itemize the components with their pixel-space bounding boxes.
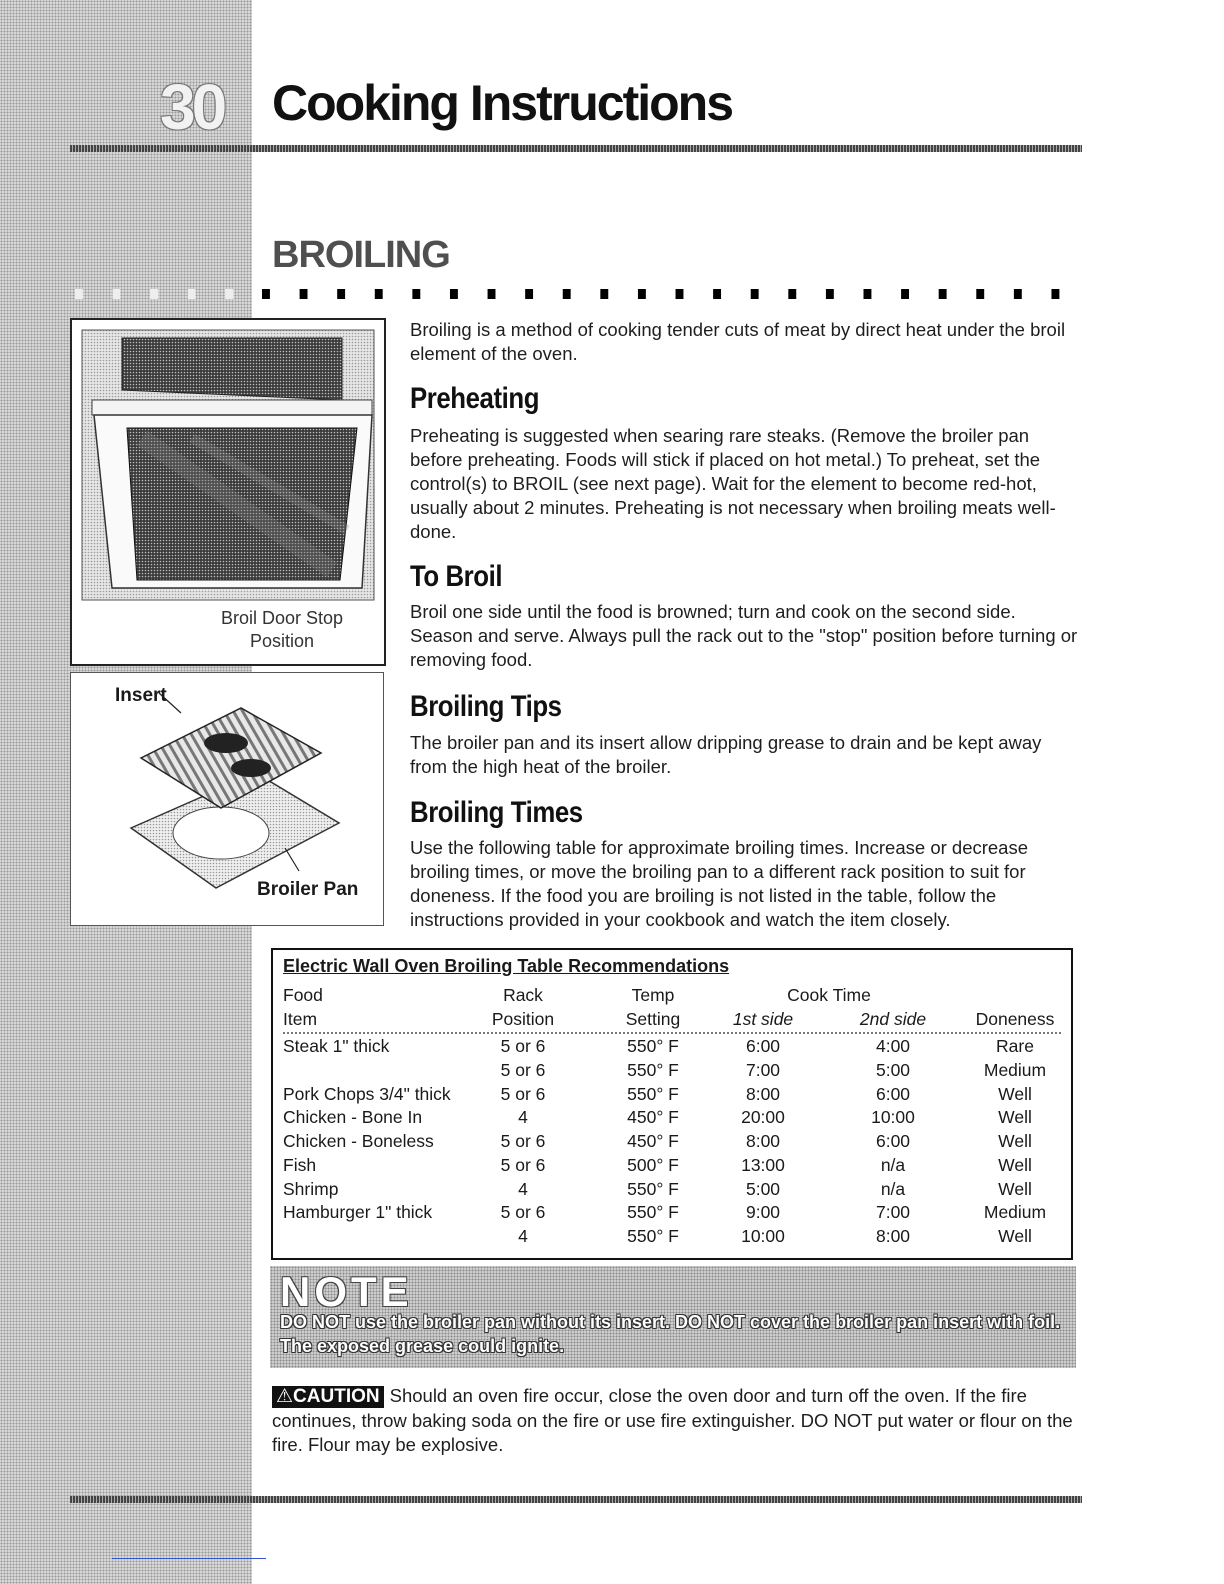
header-rack — [481, 984, 565, 1031]
cell-rack: 4 — [518, 1107, 528, 1128]
broiling-times-heading: Broiling Times — [410, 796, 583, 829]
cell-second-side: n/a — [880, 1178, 906, 1199]
header-rack-line2: Position — [491, 1008, 555, 1029]
table-row — [273, 1226, 1071, 1250]
cell-temp: 550° F — [627, 1202, 679, 1223]
oven-caption-line2: Position — [249, 631, 315, 651]
cell-temp: 550° F — [627, 1059, 679, 1080]
cell-food: Pork Chops 3/4" thick — [283, 1083, 451, 1104]
cell-doneness: Well — [998, 1107, 1032, 1128]
cell-rack: 5 or 6 — [500, 1083, 546, 1104]
cell-first-side: 8:00 — [745, 1131, 781, 1151]
broiler-pan-label: Broiler Pan — [257, 879, 359, 900]
cell-second-side: 6:00 — [875, 1131, 911, 1151]
table-row — [273, 1131, 1071, 1155]
broiling-tips-text: The broiler pan and its insert allow dripping grease to drain and be kept away from the high heat of the broiler. — [410, 732, 1042, 777]
cell-temp: 550° F — [627, 1178, 679, 1199]
cell-rack: 5 or 6 — [500, 1154, 546, 1175]
cell-first-side: 20:00 — [741, 1107, 785, 1128]
page-title: Cooking Instructions — [272, 75, 732, 131]
table-row — [273, 1202, 1071, 1226]
cell-rack: 5 or 6 — [500, 1059, 546, 1080]
cell-rack: 5 or 6 — [500, 1131, 546, 1151]
table-row — [273, 1155, 1071, 1179]
broiling-times-text: Use the following table for approximate broiling times. Increase or decrease broiling times, or move the broiling pan to a different rack position to suit for doneness. If the food you are broiling is not listed in the table, follow the instructions provided in your cookbook and watch the item closely. — [410, 837, 1029, 930]
cell-food: Shrimp — [283, 1178, 339, 1199]
cell-rack: 5 or 6 — [500, 1036, 546, 1056]
cell-rack: 5 or 6 — [500, 1202, 546, 1223]
table-caption: Electric Wall Oven Broiling Table Recommendations — [283, 956, 730, 976]
cell-doneness: Medium — [983, 1059, 1047, 1080]
oven-illustration — [72, 320, 384, 610]
cell-second-side: 10:00 — [871, 1107, 915, 1128]
caution-paragraph — [272, 1384, 1082, 1458]
cell-food: Chicken - Bone In — [283, 1107, 423, 1128]
cell-second-side: 6:00 — [875, 1083, 911, 1104]
header-food — [283, 984, 323, 1031]
note-text: DO NOT use the broiler pan without its insert. DO NOT cover the broiler pan insert with foil. The exposed grease could ignite. — [280, 1312, 1061, 1356]
cell-first-side: 5:00 — [745, 1178, 781, 1199]
footer-link-line — [112, 1558, 266, 1559]
cell-rack: 4 — [518, 1226, 528, 1246]
insert-label: Insert — [115, 685, 167, 706]
section-divider — [262, 289, 1082, 299]
header-temp — [603, 984, 703, 1031]
header-temp-line1: Temp — [631, 985, 675, 1005]
cell-first-side: 6:00 — [745, 1036, 781, 1056]
caution-text: Should an oven fire occur, close the oven door and turn off the oven. If the fire continues, throw baking soda on the fire or use fire extinguisher. DO NOT put water or flour on the fire. Flour may be explosive. — [272, 1385, 1073, 1455]
caution-badge-label: CAUTION — [293, 1386, 380, 1407]
cell-doneness: Well — [998, 1131, 1032, 1151]
cell-temp: 450° F — [627, 1107, 679, 1128]
cell-temp: 550° F — [627, 1226, 679, 1246]
cell-second-side: 4:00 — [875, 1036, 911, 1056]
header-cook-time-line1: Cook Time — [787, 985, 871, 1005]
warning-icon: ⚠ — [276, 1386, 294, 1407]
cell-first-side: 10:00 — [741, 1226, 785, 1246]
header-second-side: 2nd side — [859, 1008, 927, 1029]
cell-temp: 450° F — [627, 1131, 679, 1151]
cell-doneness: Well — [998, 1226, 1032, 1246]
cell-doneness: Well — [998, 1154, 1032, 1175]
header-temp-line2: Setting — [625, 1008, 681, 1029]
table-row — [273, 1060, 1071, 1084]
broiling-tips-heading: Broiling Tips — [410, 690, 562, 723]
to-broil-text: Broil one side until the food is browned; turn and cook on the second side. Season and serve. Always pull the rack out to the "stop" position before turning or removing food. — [410, 601, 1078, 670]
oven-caption-line1: Broil Door Stop — [220, 608, 344, 628]
broiling-table — [271, 948, 1073, 1260]
cell-food: Fish — [283, 1154, 317, 1175]
cell-doneness: Well — [998, 1178, 1032, 1199]
header-rule — [283, 1032, 1061, 1034]
section-title: BROILING — [272, 234, 450, 276]
note-title: NOTE — [280, 1268, 413, 1315]
page-number: 30 — [160, 71, 224, 143]
cell-temp: 550° F — [627, 1036, 679, 1056]
header-cook-time — [723, 984, 933, 1031]
cell-food: Steak 1" thick — [283, 1036, 390, 1056]
cell-rack: 4 — [518, 1178, 528, 1199]
cell-doneness: Medium — [983, 1202, 1047, 1223]
intro-text: Broiling is a method of cooking tender cuts of meat by direct heat under the broil element of the oven. — [410, 319, 1066, 364]
title-rule — [70, 145, 1082, 152]
cell-second-side: n/a — [880, 1154, 906, 1175]
cell-temp: 550° F — [627, 1083, 679, 1104]
table-row — [273, 1179, 1071, 1203]
cell-doneness: Rare — [996, 1036, 1034, 1056]
section-divider-left — [75, 289, 255, 299]
cell-second-side: 8:00 — [875, 1226, 911, 1246]
header-doneness-label: Doneness — [975, 1008, 1055, 1029]
preheating-heading: Preheating — [410, 382, 540, 415]
cell-first-side: 13:00 — [741, 1154, 785, 1175]
header-first-side: 1st side — [732, 1008, 794, 1029]
cell-second-side: 5:00 — [875, 1059, 911, 1080]
header-rack-line1: Rack — [503, 985, 543, 1005]
cell-first-side: 9:00 — [745, 1202, 781, 1223]
cell-food: Chicken - Boneless — [283, 1131, 434, 1151]
table-body — [273, 1036, 1071, 1250]
cell-first-side: 8:00 — [745, 1083, 781, 1104]
bottom-rule — [70, 1496, 1082, 1503]
preheating-text: Preheating is suggested when searing rare steaks. (Remove the broiler pan before preheating. Foods will stick if placed on hot metal.) To preheat, set the control(s) to BROIL (see next page). Wait for the element to become red-hot, usually about 2 minutes. Preheating is not necessary when broiling meats well-done. — [410, 425, 1056, 542]
caution-badge — [272, 1386, 384, 1408]
table-row — [273, 1036, 1071, 1060]
cell-temp: 500° F — [627, 1154, 679, 1175]
cell-doneness: Well — [998, 1083, 1032, 1104]
header-doneness — [963, 984, 1067, 1031]
table-row — [273, 1107, 1071, 1131]
cell-food: Hamburger 1" thick — [283, 1202, 433, 1223]
cell-first-side: 7:00 — [745, 1059, 781, 1080]
broiler-pan-figure — [70, 672, 384, 926]
header-food-line1: Food — [283, 985, 323, 1005]
oven-caption — [202, 607, 362, 653]
table-row — [273, 1084, 1071, 1108]
header-food-line2: Item — [283, 1008, 318, 1029]
oven-figure — [70, 318, 386, 666]
note-box — [270, 1266, 1076, 1368]
to-broil-heading: To Broil — [410, 560, 503, 593]
cell-second-side: 7:00 — [875, 1202, 911, 1223]
